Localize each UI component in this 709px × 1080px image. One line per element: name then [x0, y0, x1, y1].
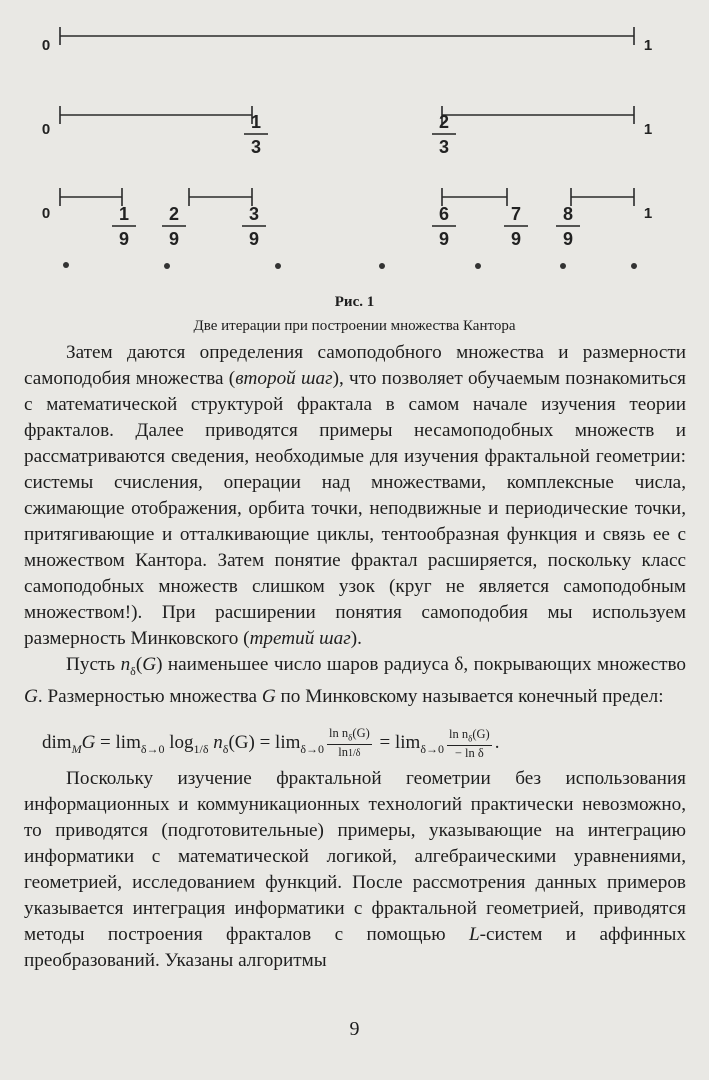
frac-row3-num-3: 3 — [248, 204, 260, 224]
frac-2-3-num: 2 — [438, 112, 450, 132]
body-text — [24, 340, 686, 974]
paragraph-3: Поскольку изучение фрактальной геометрии без использования информационных и коммуникационных технологий практически невозможно, то приводятся (подготовительные) примеры, указывающие на интеграцию информатики с математической логикой, алгебраическими уравнениями, геометрией, исследованием функций. После рассмотрения данных примеров указывается интеграция информатики с фрактальной геометрией, приводятся методы построения фракталов с помощью L-систем и аффинных преобразований. Указаны алгоритмы — [24, 767, 687, 971]
frac-1-3-num: 1 — [250, 112, 262, 132]
row3-right-label: 1 — [643, 205, 653, 222]
frac-row3-den-3: 9 — [248, 229, 260, 249]
cantor-set-figure — [0, 0, 709, 290]
minkowski-dimension-formula: $dim_MG = \lim_{\delta\to 0} \log_{1/\delta} n_\delta(G) = \lim_{\delta\to 0}$ $\frac{\ln n_\delta(G)}{\ln 1/\delta}$ = $\lim_{\delta\to 0}$ $\frac{\ln n_\delta(G)}{\text{− ln δ}}$ . — [42, 725, 500, 761]
row2-right-label: 1 — [643, 121, 653, 138]
paragraph-2: Пусть $n_\delta(G)$ наименьшее число шаров радиуса δ, покрывающих множество G. Размерностью множества G по Минковскому называется конечный предел: — [24, 654, 686, 707]
frac-row3-num-6: 8 — [562, 204, 574, 224]
frac-row3-den-5: 9 — [510, 229, 522, 249]
frac-row3-den-2: 9 — [168, 229, 180, 249]
row1-right-label: 1 — [643, 37, 653, 54]
page-number: 9 — [349, 1018, 360, 1040]
frac-2-3-den: 3 — [438, 137, 450, 157]
frac-row3-den-6: 9 — [562, 229, 574, 249]
frac-1-3-den: 3 — [250, 137, 262, 157]
paragraph-1: Затем даются определения самоподобного множества и размерности самоподобия множества (второй шаг), что позволяет обучаемым познакомиться с математической структурой фрактала в самом начале изучения теории фракталов. Далее приводятся примеры несамоподобных множеств и рассматриваются сведения, необходимые для изучения фрактальной геометрии: системы счисления, операции над множествами, комплексные числа, сжимающие отображения, орбита точки, неподвижные и периодические точки, притягивающие и отталкивающие циклы, тентообразная функция и связь ее с множеством Кантора. Затем понятие фрактал расширяется, поскольку класс самоподобных множеств слишком узок (круг не является самоподобным множеством!). При расширении понятия самоподобия мы используем размерность Минковского (третий шаг). — [24, 342, 686, 649]
frac-row3-num-5: 7 — [510, 204, 522, 224]
figure-caption-text: Две итерации при построении множества Кантора — [193, 318, 516, 334]
row1-left-label: 0 — [41, 37, 51, 54]
frac-row3-den-4: 9 — [438, 229, 450, 249]
figure-caption-title: Рис. 1 — [334, 294, 375, 310]
row3-left-label: 0 — [41, 205, 51, 222]
frac-row3-num-1: 1 — [118, 204, 130, 224]
frac-row3-den-1: 9 — [118, 229, 130, 249]
frac-row3-num-2: 2 — [168, 204, 180, 224]
row2-left-label: 0 — [41, 121, 51, 138]
frac-row3-num-4: 6 — [438, 204, 450, 224]
